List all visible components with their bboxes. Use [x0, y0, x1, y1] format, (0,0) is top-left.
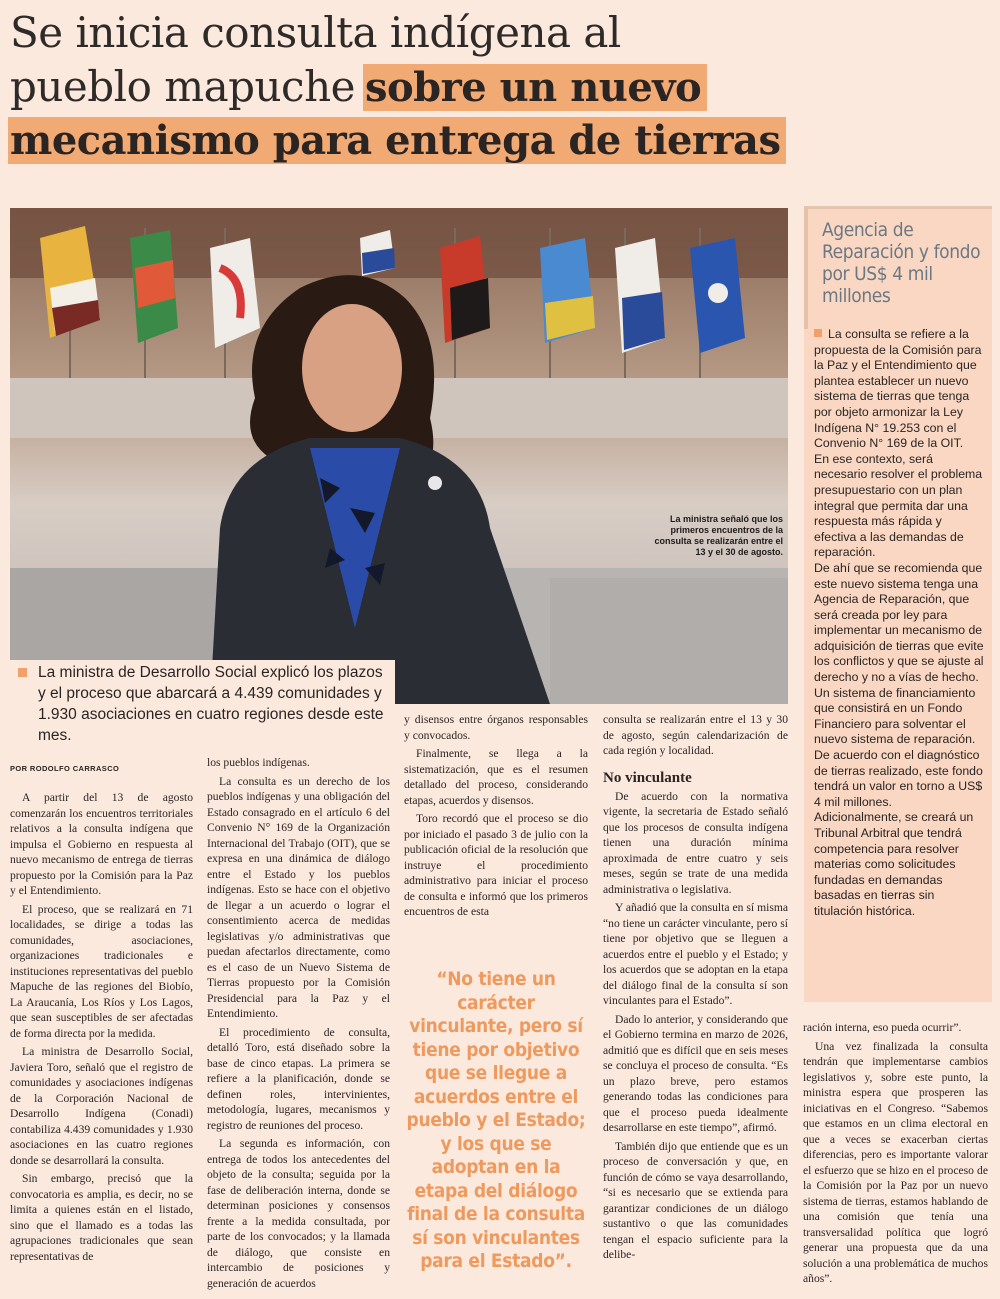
- minister-portrait-illustration: [10, 208, 788, 704]
- pull-quote: “No tiene un carácter vinculante, pero sí tiene por objetivo que se llegue a acuerdos entre el pueblo y el Estado; y los que se adoptan en la etapa del diálogo final de la consulta sí son vinculantes para el Estado”.: [406, 968, 586, 1272]
- paragraph: El proceso, que se realizará en 71 localidades, se dirige a todas las comunidades, asociaciones, organizaciones tradicionales e instituciones representativas del pueblo Mapuche de las regiones del Biobío, La Araucanía, Los Ríos y Los Lagos, que sean susceptibles de ser afectadas de forma directa por la medida.: [10, 902, 193, 1040]
- byline: POR RODOLFO CARRASCO: [10, 764, 120, 773]
- article-column-1: [10, 790, 193, 1267]
- headline-line-2-light: pueblo mapuche: [10, 62, 355, 111]
- main-photo: [10, 208, 788, 704]
- article-column-3: [404, 712, 588, 923]
- paragraph: Dado lo anterior, y considerando que el Gobierno termina en marzo de 2026, admitió que es difícil que en seis meses se concluya el proceso de consulta. “Es un plazo breve, pero estamos generando todas las condiciones para que el proceso pueda idealmente desarrollarse en este tiempo”, afirmó.: [603, 1012, 788, 1134]
- paragraph: Una vez finalizada la consulta tendrán que implementarse cambios legislativos y, sobre este punto, la ministra espera que prosperen las iniciativas en el Congreso. “Sabemos que estamos en un clima electoral en que a veces se exacerban ciertas diferencias, pero es importante valorar el esfuerzo que se hizo en el proceso de la Comisión por la Paz por un nuevo sistema de tierras, estamos hablando de una comisión que tenía una transversalidad política que logró generar una propuesta que da una solución a una problemática de muchos años”.: [803, 1039, 988, 1285]
- sidebar-body: [814, 327, 984, 920]
- sidebar-box: [804, 206, 992, 1002]
- paragraph: los pueblos indígenas.: [207, 756, 310, 769]
- paragraph: A partir del 13 de agosto comenzarán los encuentros territoriales relativos a la consulta indígena que impulsa el Gobierno en respuesta al nuevo mecanismo de entrega de tierras propuesto por la Comisión para la Paz y el Entendimiento.: [10, 791, 193, 897]
- paragraph: La segunda es información, con entrega de todos los antecedentes del objeto de la consulta; seguida por la fase de deliberación interna, donde se determinan posiciones y consensos frente a la medida consultada, por parte de los convocados; y la llamada de diálogo, que consiste en intercambio de posiciones y generación de acuerdos: [207, 1137, 390, 1290]
- paragraph: De acuerdo con la normativa vigente, la secretaria de Estado señaló que los procesos de consulta indígena tienen una duración mínima aproximada de entre cuatro y seis meses, según se trate de una medida administrativa o legislativa.: [603, 789, 788, 896]
- paragraph: Sin embargo, precisó que la convocatoria es amplia, es decir, no se limita a quienes están en el listado, sino que el llamado es a todas las agrupaciones tradicionales que sean representativas de: [10, 1172, 193, 1263]
- orange-square-bullet-icon: [18, 668, 27, 677]
- sidebar-paragraph: De acuerdo con el diagnóstico de tierras realizado, este fondo tendrá un valor en torno a US$ 4 mil millones.: [814, 748, 983, 809]
- paragraph: Y añadió que la consulta en sí misma “no tiene un carácter vinculante, pero sí tiene por objetivo que se lleguen a acuerdos entre el pueblo y el Estado; y los acuerdos que se adoptan en la etapa del diálogo final de la consulta sí son vinculantes para el Estado”.: [603, 901, 788, 1007]
- headline-line-2-highlight: sobre un nuevo: [363, 64, 707, 111]
- sidebar-accent-bar: [804, 209, 808, 329]
- paragraph: y disensos entre órganos responsables y convocados.: [404, 713, 588, 742]
- sidebar-paragraph: En ese contexto, será necesario resolver el problema presupuestario con un plan integral que permita dar una respuesta más rápida y efectiva a las demandas de reparación.: [814, 451, 983, 560]
- paragraph: consulta se realizarán entre el 13 y 30 de agosto, según calendarización de cada región y localidad.: [603, 713, 788, 757]
- paragraph: Finalmente, se llega a la sistematización, que es el resumen detallado del proceso, considerando etapas, acuerdos y disensos.: [404, 747, 588, 807]
- sidebar-paragraph: Un sistema de financiamiento que consistirá en un Fondo Financiero para solventar el nuevo sistema de reparación.: [814, 685, 976, 747]
- headline: [10, 6, 910, 168]
- sidebar-title: Agencia de Reparación y fondo por US$ 4 mil millones: [822, 219, 981, 307]
- paragraph: También dijo que entiende que es un proceso de conversación y que, en función de cómo se vaya desarrollando, “si es necesario que se extienda para garantizar condiciones de un diálogo sustantivo o que las comunidades tengan el espacio suficiente para la delibe-: [603, 1139, 788, 1261]
- paragraph: La ministra de Desarrollo Social, Javiera Toro, señaló que el registro de comunidades y asociaciones indígenas de la Corporación Nacional de Desarrollo Indígena (Conadi) contabiliza 4.439 comunidades y 1.930 asociaciones en las cuatro regiones donde se desarrollará la consulta.: [10, 1045, 193, 1167]
- paragraph: La consulta es un derecho de los pueblos indígenas y una obligación del Estado consagrado en el artículo 6 del Convenio N° 169 de la Organización Internacional del Trabajo (OIT), que se expresa en una dinámica de diálogo entre el Estado y los pueblos indígenas. Esto se hace con el objetivo de llegar a un acuerdo o lograr el consentimiento acerca de medidas legislativas y/o administrativas que puedan afectarlos directamente, como es el caso de un Nuevo Sistema de Tierras propuesto por la Comisión Presidencial para la Paz y el Entendimiento.: [207, 774, 390, 1020]
- article-column-2: [207, 755, 390, 1294]
- paragraph: Toro recordó que el proceso se dio por iniciado el pasado 3 de julio con la publicación oficial de la resolución que instruye el procedimiento administrativo para iniciar el proceso de consulta e informó que los primeros encuentros de esta: [404, 812, 588, 918]
- sidebar-paragraph: Adicionalmente, se creará un Tribunal Arbitral que tendrá competencia para resolver materias como solicitudes fundadas en demandas basadas en tierras sin titulación histórica.: [814, 810, 974, 918]
- orange-square-bullet-icon: [814, 329, 822, 337]
- photo-caption: La ministra señaló que los primeros encuentros de la consulta se realizarán entre el 13 y el 30 de agosto.: [654, 514, 783, 557]
- paragraph: El procedimiento de consulta, detalló Toro, está diseñado sobre la base de cinco etapas. La primera se refiere a la planificación, donde se definen roles, intervinientes, metodología, lugares, mecanismos y registro de reuniones del proceso.: [207, 1025, 390, 1132]
- subheading: No vinculante: [603, 769, 692, 786]
- lead-summary: [10, 660, 395, 750]
- paragraph: ración interna, eso pueda ocurrir”.: [803, 1021, 962, 1034]
- article-column-4: [603, 712, 788, 1266]
- sidebar-paragraph: La consulta se refiere a la propuesta de la Comisión para la Paz y el Entendimiento que plantea establecer un nuevo sistema de tierras que tenga por objeto armonizar la Ley Indígena N° 19.253 con el Convenio N° 169 de la OIT.: [814, 327, 982, 451]
- sidebar-paragraph: De ahí que se recomienda que este nuevo sistema tenga una Agencia de Reparación, que será creada por ley para implementar un mecanismo de adquisición de tierras que evite los conflictos y que se ajuste al derecho y no a vías de hecho.: [814, 560, 984, 685]
- headline-line-1: Se inicia consulta indígena al: [10, 8, 621, 57]
- lead-text: La ministra de Desarrollo Social explicó los plazos y el proceso que abarcará a 4.439 comunidades y 1.930 asociaciones en cuatro regiones desde este mes.: [38, 664, 384, 744]
- headline-line-3-highlight: mecanismo para entrega de tierras: [8, 117, 786, 164]
- article-column-5: [803, 1020, 988, 1290]
